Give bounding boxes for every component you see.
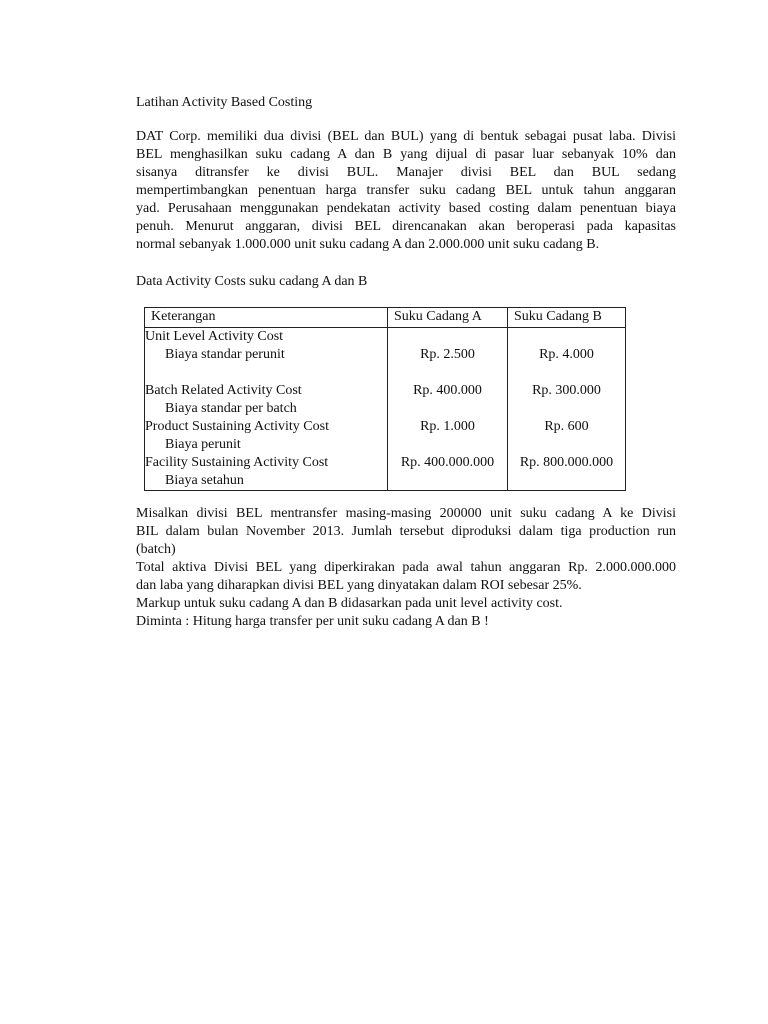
value-b	[508, 454, 626, 491]
value-b	[508, 418, 626, 454]
intro-line: mempertimbangkan penentuan harga transfer suku cadang BEL untuk tahun anggaran	[136, 183, 676, 198]
value-a-line	[388, 472, 507, 490]
value-a-line	[388, 364, 507, 382]
intro-line: penuh. Menurut anggaran, divisi BEL direncanakan akan beroperasi pada kapasitas	[136, 219, 676, 234]
table-row	[145, 418, 626, 454]
assets-paragraph	[136, 559, 676, 595]
row-spacer	[145, 364, 387, 382]
value-b-line: Rp. 300.000	[532, 383, 601, 398]
value-b-line: Rp. 4.000	[539, 347, 594, 362]
value-b-line	[508, 328, 625, 346]
table-row	[145, 328, 626, 383]
row-description	[145, 454, 388, 491]
table-caption: Data Activity Costs suku cadang A dan B	[136, 274, 368, 289]
value-a	[388, 454, 508, 491]
row-description	[145, 382, 388, 418]
table-header-row	[145, 308, 626, 328]
table-row	[145, 382, 626, 418]
table-row	[145, 454, 626, 491]
row-label: Product Sustaining Activity Cost	[145, 419, 329, 434]
header-keterangan: Keterangan	[145, 308, 388, 328]
value-a-line	[388, 436, 507, 454]
value-b	[508, 382, 626, 418]
header-suku-cadang-a: Suku Cadang A	[388, 308, 508, 328]
value-a-line	[388, 400, 507, 418]
intro-line: DAT Corp. memiliki dua divisi (BEL dan BUL) yang di bentuk sebagai pusat laba. Divisi	[136, 129, 676, 144]
value-a-line: Rp. 400.000	[413, 383, 482, 398]
row-label: Unit Level Activity Cost	[145, 329, 284, 344]
value-b-line: Rp. 600	[544, 419, 589, 434]
transfer-paragraph	[136, 505, 676, 559]
activity-cost-table	[144, 307, 626, 491]
row-sublabel: Biaya standar perunit	[165, 347, 285, 362]
value-b	[508, 328, 626, 383]
assets-line: Total aktiva Divisi BEL yang diperkirakan pada awal tahun anggaran Rp. 2.000.000.000	[136, 560, 676, 575]
transfer-line: Misalkan divisi BEL mentransfer masing-masing 200000 unit suku cadang A ke Divisi	[136, 506, 676, 521]
document-title: Latihan Activity Based Costing	[136, 95, 313, 110]
intro-line: BEL menghasilkan suku cadang A dan B yang dijual di pasar luar sebanyak 10% dan	[136, 147, 676, 162]
row-sublabel: Biaya perunit	[165, 437, 241, 452]
header-suku-cadang-b: Suku Cadang B	[508, 308, 626, 328]
value-a	[388, 382, 508, 418]
value-a	[388, 418, 508, 454]
row-label: Facility Sustaining Activity Cost	[145, 455, 329, 470]
intro-paragraph	[136, 128, 676, 254]
value-a-line: Rp. 2.500	[420, 347, 475, 362]
row-description	[145, 418, 388, 454]
row-sublabel: Biaya standar per batch	[165, 401, 297, 416]
value-b-line: Rp. 800.000.000	[519, 455, 614, 470]
value-a-line: Rp. 1.000	[420, 419, 475, 434]
value-b-line	[508, 400, 625, 418]
intro-line: yad. Perusahaan menggunakan pendekatan activity based costing dalam penentuan biaya	[136, 201, 676, 216]
value-a-line: Rp. 400.000.000	[400, 455, 495, 470]
value-b-line	[508, 364, 625, 382]
intro-line: sisanya ditransfer ke divisi BUL. Manajer divisi BEL dan BUL sedang	[136, 165, 676, 180]
row-sublabel: Biaya setahun	[165, 473, 244, 488]
value-a	[388, 328, 508, 383]
row-label: Batch Related Activity Cost	[145, 383, 302, 398]
markup-line: Markup untuk suku cadang A dan B didasarkan pada unit level activity cost.	[136, 596, 563, 611]
value-b-line	[508, 472, 625, 490]
value-a-line	[388, 328, 507, 346]
intro-line: normal sebanyak 1.000.000 unit suku cadang A dan 2.000.000 unit suku cadang B.	[136, 237, 600, 252]
assets-line: dan laba yang diharapkan divisi BEL yang dinyatakan dalam ROI sebesar 25%.	[136, 578, 582, 593]
value-b-line	[508, 436, 625, 454]
transfer-line: BIL dalam bulan November 2013. Jumlah tersebut diproduksi dalam tiga production run	[136, 524, 676, 539]
row-description	[145, 328, 388, 383]
transfer-line: (batch)	[136, 542, 176, 557]
request-line: Diminta : Hitung harga transfer per unit suku cadang A dan B !	[136, 614, 489, 629]
